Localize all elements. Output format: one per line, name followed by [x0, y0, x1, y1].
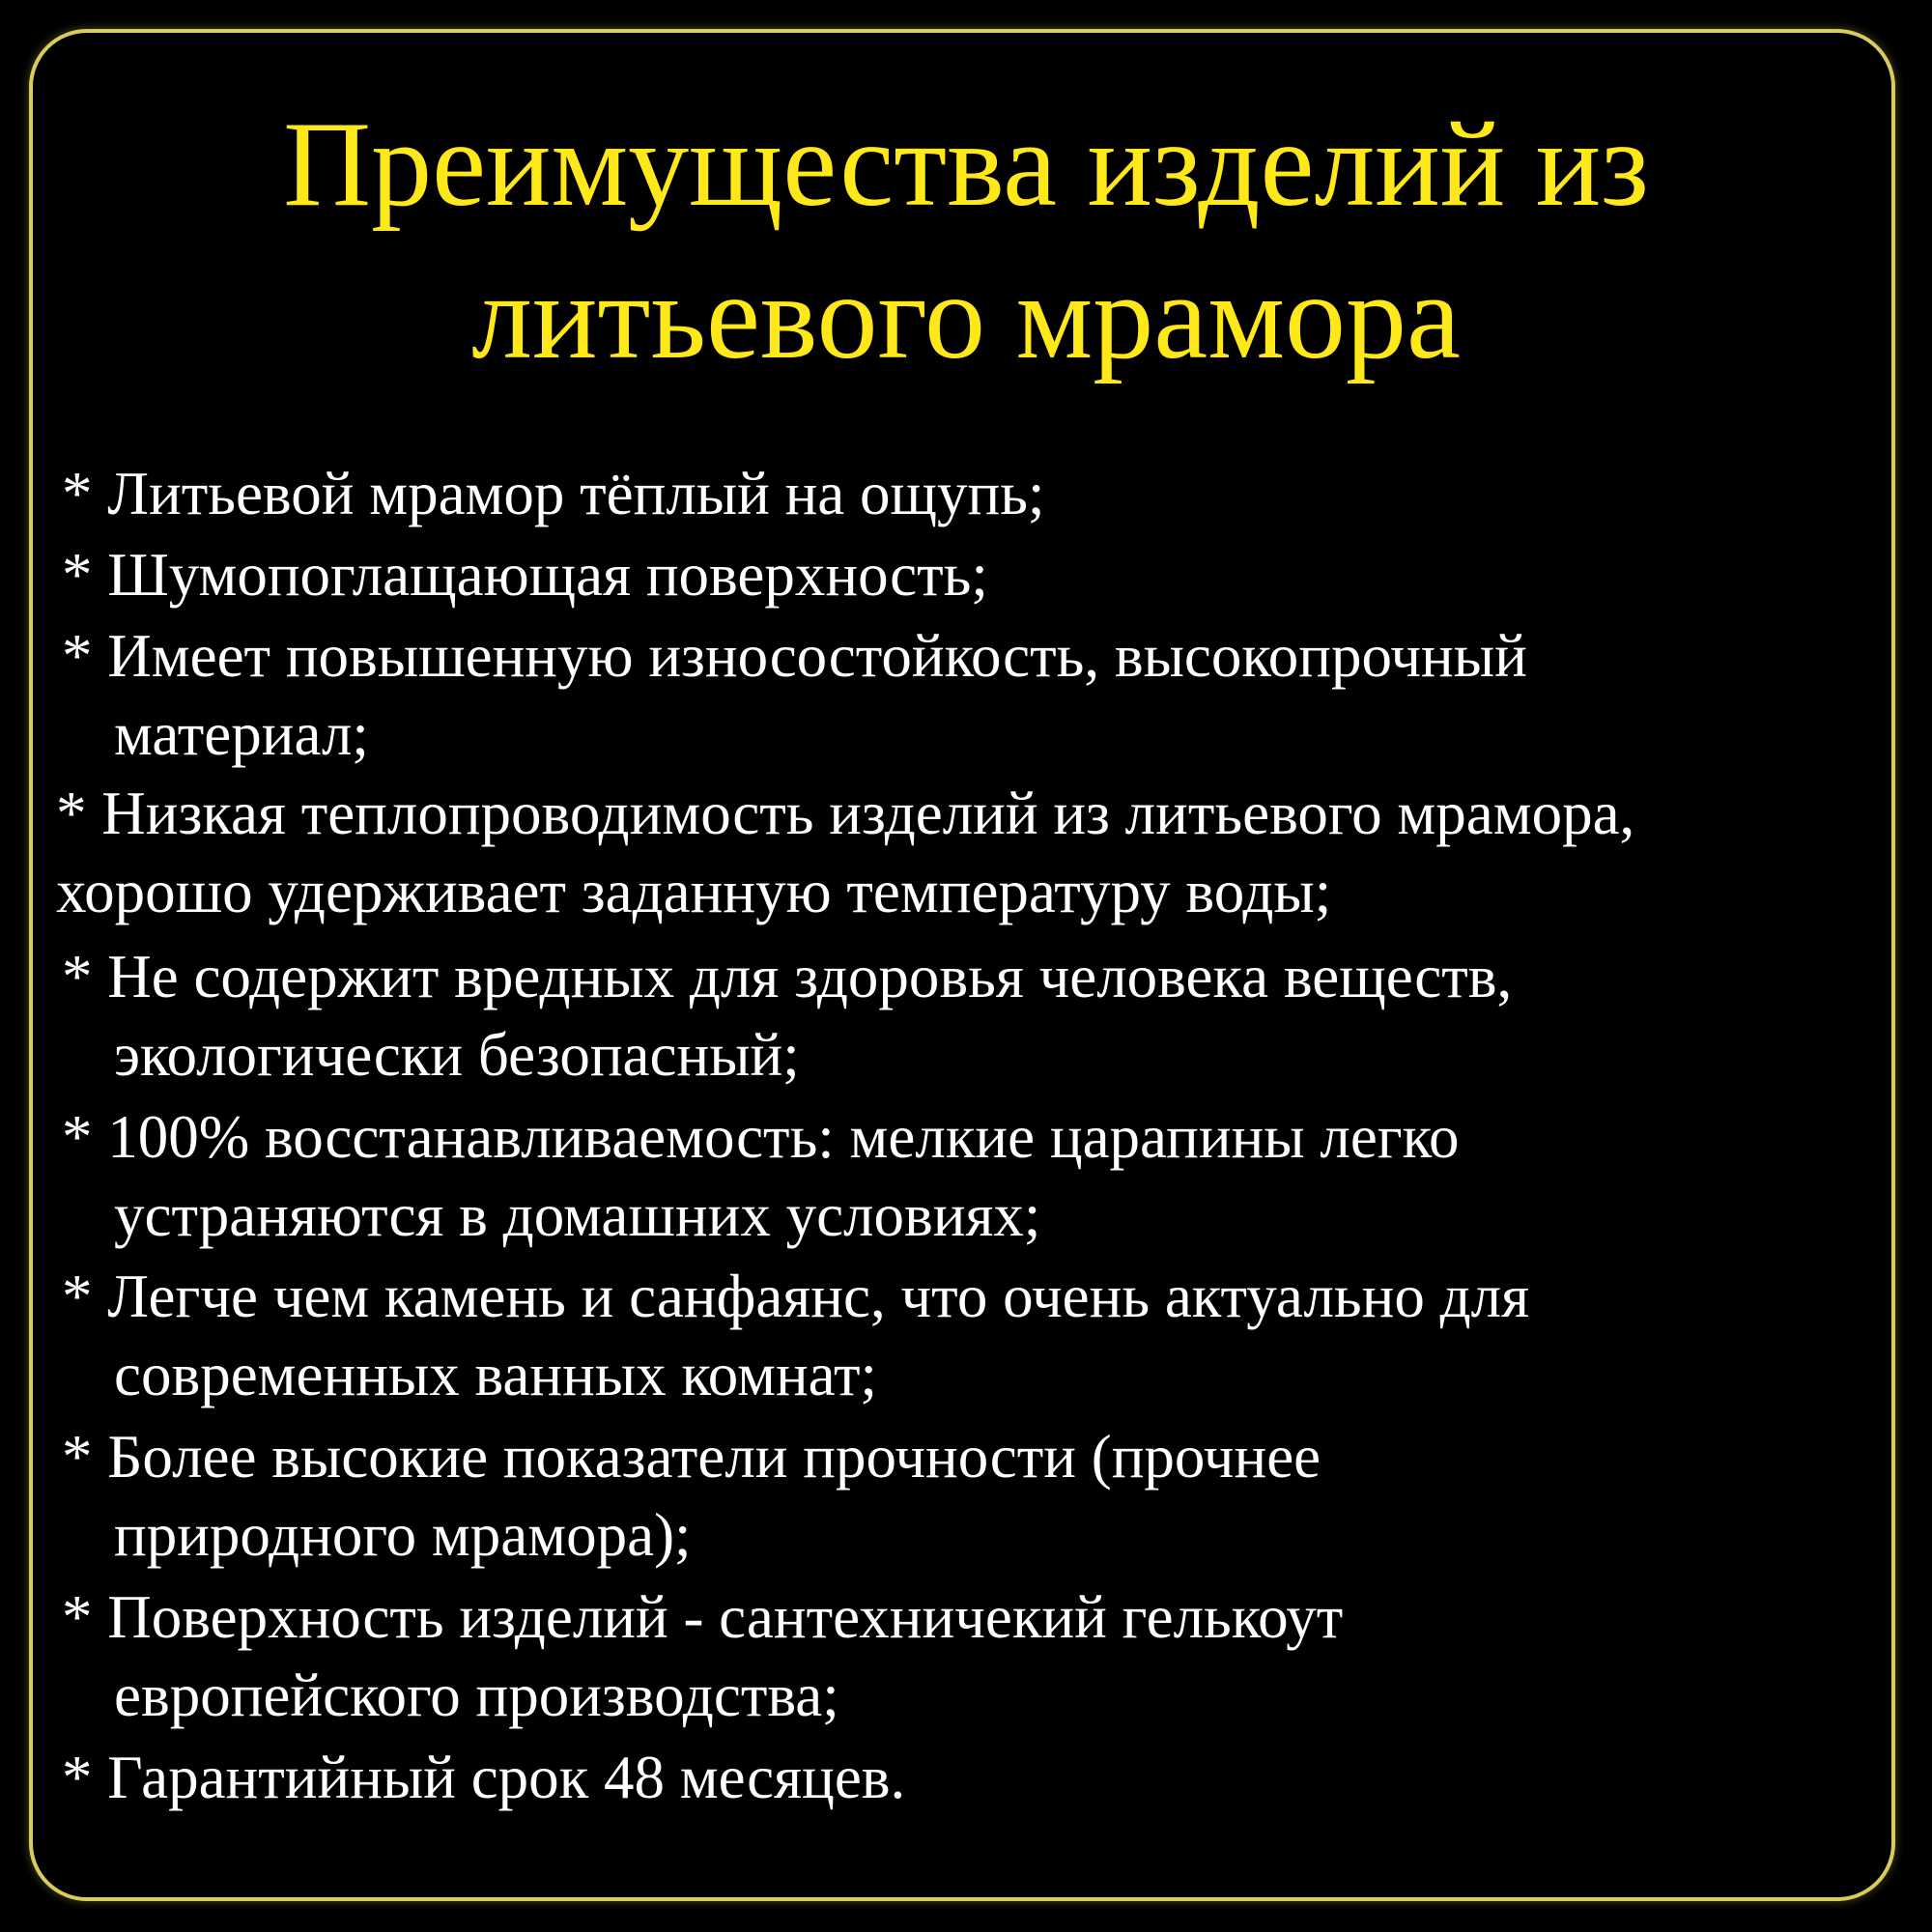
list-item-continuation: природного мрамора);: [114, 1501, 692, 1569]
list-item-line: * Шумопоглащающая поверхность;: [62, 541, 988, 609]
list-item-continuation: материал;: [114, 700, 369, 768]
list-item-continuation: устраняются в домашних условиях;: [114, 1181, 1041, 1249]
list-item-line: * Более высокие показатели прочности (прочнее: [62, 1423, 1321, 1491]
list-item-continuation: экологически безопасный;: [114, 1021, 800, 1089]
title-line-1: Преимущества изделий из: [283, 98, 1649, 232]
list-item-line: * 100% восстанавливаемость: мелкие царапины легко: [62, 1103, 1460, 1171]
title-line-2: литьевого мрамора: [471, 250, 1461, 384]
list-item-line: * Литьевой мрамор тёплый на ощупь;: [62, 460, 1045, 527]
list-item-line: * Имеет повышенную износостойкость, высокопрочный: [62, 622, 1527, 690]
list-item-continuation: хорошо удерживает заданную температуру воды;: [56, 858, 1332, 925]
list-item-continuation: современных ванных комнат;: [114, 1341, 878, 1408]
list-item-line: * Гарантийный срок 48 месяцев.: [62, 1744, 906, 1811]
list-item-continuation: европейского производства;: [114, 1662, 839, 1729]
list-item-line: * Поверхность изделий - сантехничекий гелькоут: [62, 1583, 1344, 1651]
list-item-line: * Низкая теплопроводимость изделий из литьевого мрамора,: [56, 780, 1635, 847]
list-item-line: * Легче чем камень и санфаянс, что очень актуально для: [62, 1263, 1530, 1330]
list-item-line: * Не содержит вредных для здоровья человека веществ,: [62, 943, 1513, 1010]
